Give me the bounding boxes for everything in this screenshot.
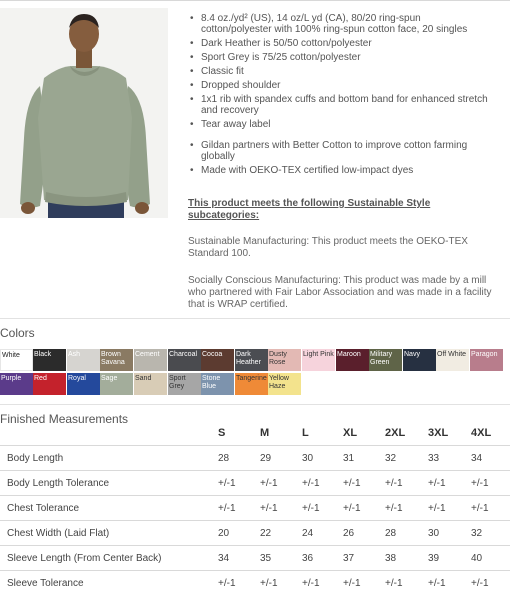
table-row xyxy=(0,545,510,570)
color-swatch[interactable]: Dusty Rose xyxy=(268,349,301,371)
table-cell: 26 xyxy=(343,528,355,539)
table-cell: +/-1 xyxy=(260,578,278,589)
table-cell: +/-1 xyxy=(385,478,403,489)
size-header: M xyxy=(260,427,270,439)
feature-item: • Tear away label xyxy=(188,119,488,130)
feature-item: • Gildan partners with Better Cotton to improve cotton farming globally xyxy=(188,140,488,162)
size-header: 3XL xyxy=(428,427,449,439)
feature-item: • Dark Heather is 50/50 cotton/polyester xyxy=(188,38,488,49)
size-header: S xyxy=(218,427,226,439)
color-swatch[interactable]: Stone Blue xyxy=(201,373,234,395)
table-cell: 32 xyxy=(471,528,483,539)
sustainable-style-heading[interactable]: This product meets the following Sustainable Style subcategories: xyxy=(188,198,431,221)
color-swatch[interactable]: Yellow Haze xyxy=(268,373,301,395)
size-header: L xyxy=(302,427,309,439)
table-cell: 24 xyxy=(302,528,314,539)
row-label: Body Length xyxy=(7,453,64,464)
color-swatch[interactable]: Sand xyxy=(134,373,167,395)
table-cell: 28 xyxy=(385,528,397,539)
color-swatch[interactable]: Cement xyxy=(134,349,167,371)
table-cell: 34 xyxy=(471,453,483,464)
color-swatch[interactable]: Maroon xyxy=(336,349,369,371)
table-cell: 34 xyxy=(218,553,230,564)
row-label: Sleeve Length (From Center Back) xyxy=(7,553,162,564)
sweatshirt-model-illustration xyxy=(0,8,168,218)
table-cell: 37 xyxy=(343,553,355,564)
feature-item: • 8.4 oz./yd² (US), 14 oz/L yd (CA), 80/20 ring-spun cotton/polyester with 100% ring-spun cotton face, 20 singles xyxy=(188,13,488,35)
table-cell: 39 xyxy=(428,553,440,564)
size-header: 4XL xyxy=(471,427,492,439)
size-header: XL xyxy=(343,427,358,439)
table-row xyxy=(0,570,510,595)
color-swatch[interactable]: Navy xyxy=(403,349,436,371)
socially-conscious-text: Socially Conscious Manufacturing: This product was made by a mill who partnered with Fair Labor Association and was made in a facility that is WRAP certified. xyxy=(188,275,492,310)
color-swatch[interactable]: Cocoa xyxy=(201,349,234,371)
row-label: Chest Width (Laid Flat) xyxy=(7,528,110,539)
table-cell: 30 xyxy=(302,453,314,464)
table-cell: 32 xyxy=(385,453,397,464)
table-cell: 20 xyxy=(218,528,230,539)
table-row xyxy=(0,470,510,495)
table-cell: +/-1 xyxy=(218,503,236,514)
table-cell: +/-1 xyxy=(343,503,361,514)
feature-item: • Made with OEKO-TEX certified low-impact dyes xyxy=(188,165,488,176)
color-swatch[interactable]: Sport Grey xyxy=(168,373,201,395)
section-divider xyxy=(0,318,510,319)
table-cell: +/-1 xyxy=(385,578,403,589)
color-swatch[interactable]: Ash xyxy=(67,349,100,371)
table-cell: 28 xyxy=(218,453,230,464)
table-cell: +/-1 xyxy=(471,578,489,589)
table-cell: 30 xyxy=(428,528,440,539)
table-cell: 29 xyxy=(260,453,272,464)
table-cell: 33 xyxy=(428,453,440,464)
feature-item: • Classic fit xyxy=(188,66,488,77)
color-swatch[interactable]: Black xyxy=(33,349,66,371)
table-cell: +/-1 xyxy=(218,478,236,489)
table-cell: +/-1 xyxy=(260,503,278,514)
table-cell: 35 xyxy=(260,553,272,564)
table-cell: +/-1 xyxy=(302,478,320,489)
section-divider xyxy=(0,404,510,405)
color-swatch[interactable]: Brown Savana xyxy=(100,349,133,371)
feature-item: • Sport Grey is 75/25 cotton/polyester xyxy=(188,52,488,63)
sustainable-manufacturing-text: Sustainable Manufacturing: This product meets the OEKO-TEX Standard 100. xyxy=(188,236,468,259)
color-swatch[interactable]: Tangerine xyxy=(235,373,268,395)
table-cell: +/-1 xyxy=(428,578,446,589)
size-header: 2XL xyxy=(385,427,406,439)
table-cell: 40 xyxy=(471,553,483,564)
table-cell: +/-1 xyxy=(260,478,278,489)
feature-item: • Dropped shoulder xyxy=(188,80,488,91)
table-cell: +/-1 xyxy=(302,503,320,514)
table-cell: +/-1 xyxy=(428,503,446,514)
color-swatch[interactable]: Red xyxy=(33,373,66,395)
product-image[interactable] xyxy=(0,8,168,218)
table-cell: +/-1 xyxy=(428,478,446,489)
table-cell: +/-1 xyxy=(471,478,489,489)
table-cell: 31 xyxy=(343,453,355,464)
table-cell: +/-1 xyxy=(385,503,403,514)
color-swatch[interactable]: Off White xyxy=(436,349,469,371)
color-swatch[interactable]: Charcoal xyxy=(168,349,201,371)
table-cell: 36 xyxy=(302,553,314,564)
measurements-title: Finished Measurements xyxy=(0,412,129,426)
table-cell: +/-1 xyxy=(343,478,361,489)
color-swatch[interactable]: Royal xyxy=(67,373,100,395)
row-label: Sleeve Tolerance xyxy=(7,578,84,589)
table-cell: +/-1 xyxy=(343,578,361,589)
feature-list xyxy=(188,13,488,179)
table-cell: +/-1 xyxy=(218,578,236,589)
color-swatch[interactable]: Light Pink xyxy=(302,349,335,371)
color-swatch[interactable]: Purple xyxy=(0,373,33,395)
table-row xyxy=(0,520,510,545)
color-swatch[interactable]: Military Green xyxy=(369,349,402,371)
colors-title: Colors xyxy=(0,326,35,340)
row-label: Chest Tolerance xyxy=(7,503,80,514)
color-swatch[interactable]: Sage xyxy=(100,373,133,395)
row-label: Body Length Tolerance xyxy=(7,478,110,489)
table-row xyxy=(0,445,510,470)
table-cell: +/-1 xyxy=(302,578,320,589)
table-cell: 38 xyxy=(385,553,397,564)
color-swatch[interactable]: Paragon xyxy=(470,349,503,371)
table-row xyxy=(0,495,510,520)
table-cell: 22 xyxy=(260,528,272,539)
top-divider xyxy=(0,0,510,1)
color-swatch[interactable]: Dark Heather xyxy=(235,349,268,371)
feature-item: • 1x1 rib with spandex cuffs and bottom band for enhanced stretch and recovery xyxy=(188,94,488,116)
color-swatch[interactable]: White xyxy=(0,349,33,371)
table-cell: +/-1 xyxy=(471,503,489,514)
